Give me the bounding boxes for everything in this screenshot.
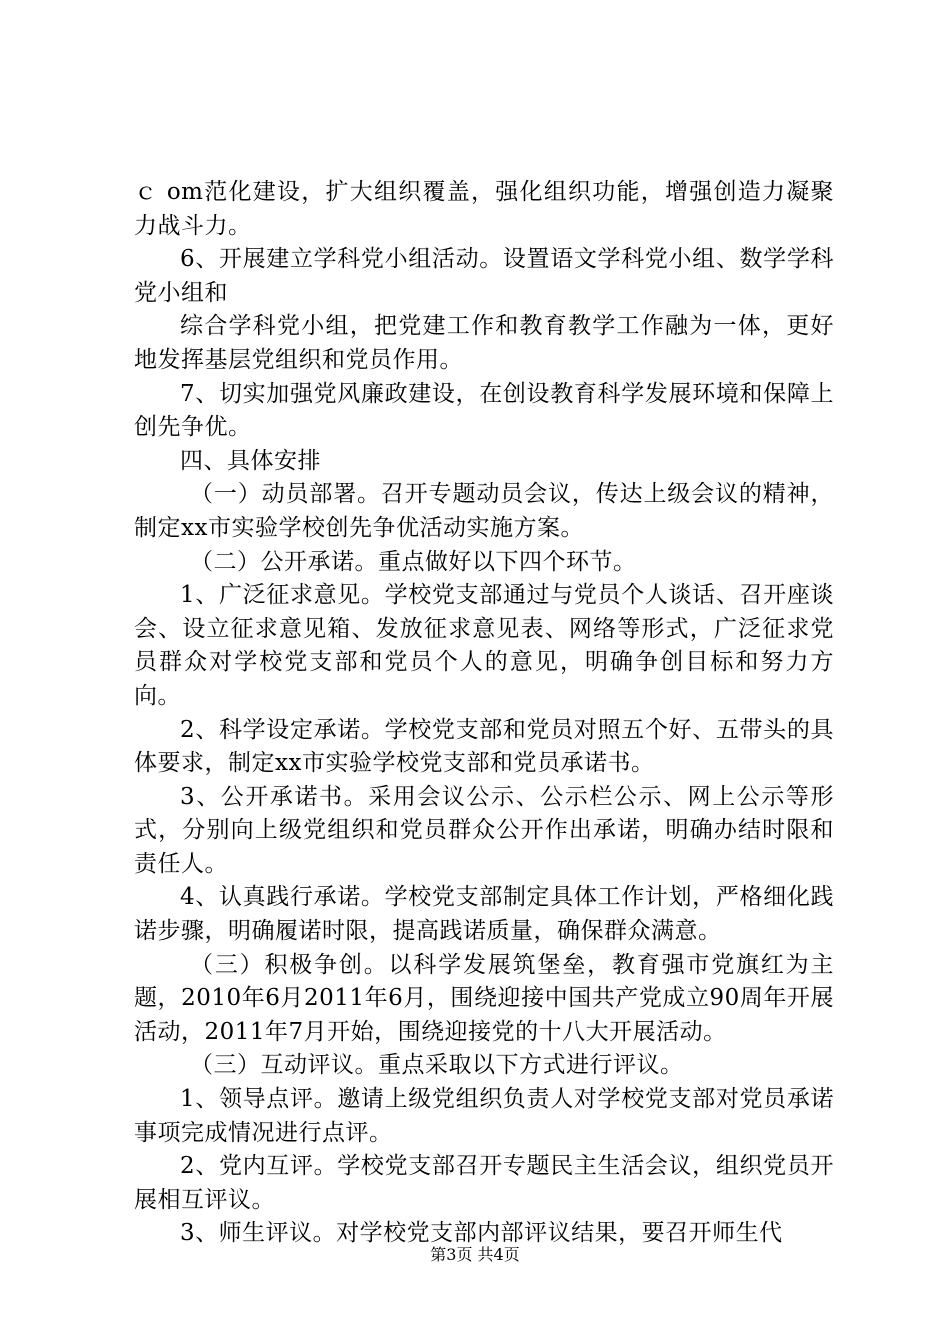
paragraph-15: 2、党内互评。学校党支部召开专题民主生活会议，组织党员开展相互评议。 xyxy=(134,1153,834,1213)
paragraph-1: ｃ om范化建设，扩大组织覆盖，强化组织功能，增强创造力凝聚力战斗力。 xyxy=(134,179,834,239)
paragraph-7: （二）公开承诺。重点做好以下四个环节。 xyxy=(190,548,637,575)
paragraph-13: （三）互动评议。重点采取以下方式进行评议。 xyxy=(190,1052,684,1079)
paragraph-6: （一）动员部署。召开专题动员会议，传达上级会议的精神，制定xx市实验学校创先争优活动实施方案。 xyxy=(134,481,834,541)
section-heading-4: 四、具体安排 xyxy=(180,447,321,474)
paragraph-12: （三）积极争创。以科学发展筑堡垒，教育强市党旗红为主题，2010年6月2011年6月，围绕迎接中国共产党成立90周年开展活动，2011年7月开始，围绕迎接党的十八大开展活动。 xyxy=(134,951,834,1045)
paragraph-10: 3、公开承诺书。采用会议公示、公示栏公示、网上公示等形式，分别向上级党组织和党员群众公开作出承诺，明确办结时限和责任人。 xyxy=(134,783,834,877)
paragraph-2: 6、开展建立学科党小组活动。设置语文学科党小组、数学学科党小组和 xyxy=(134,246,834,306)
paragraph-8: 1、广泛征求意见。学校党支部通过与党员个人谈话、召开座谈会、设立征求意见箱、发放征求意见表、网络等形式，广泛征求党员群众对学校党支部和党员个人的意见，明确争创目标和努力方向。 xyxy=(134,582,834,709)
page-footer xyxy=(0,1245,950,1265)
paragraph-11: 4、认真践行承诺。学校党支部制定具体工作计划，严格细化践诺步骤，明确履诺时限，提高践诺质量，确保群众满意。 xyxy=(134,884,834,945)
paragraph-16: 3、师生评议。对学校党支部内部评议结果，要召开师生代 xyxy=(180,1220,783,1247)
paragraph-14: 1、领导点评。邀请上级党组织负责人对学校党支部对党员承诺事项完成情况进行点评。 xyxy=(134,1086,834,1146)
paragraph-4: 7、切实加强党风廉政建设，在创设教育科学发展环境和保障上创先争优。 xyxy=(134,380,834,441)
document-body xyxy=(134,176,834,1251)
paragraph-9: 2、科学设定承诺。学校党支部和党员对照五个好、五带头的具体要求，制定xx市实验学校党支部和党员承诺书。 xyxy=(134,716,834,777)
paragraph-3: 综合学科党小组，把党建工作和教育教学工作融为一体，更好地发挥基层党组织和党员作用。 xyxy=(134,313,834,373)
page-number-label: 第3页 共4页 xyxy=(430,1245,520,1264)
